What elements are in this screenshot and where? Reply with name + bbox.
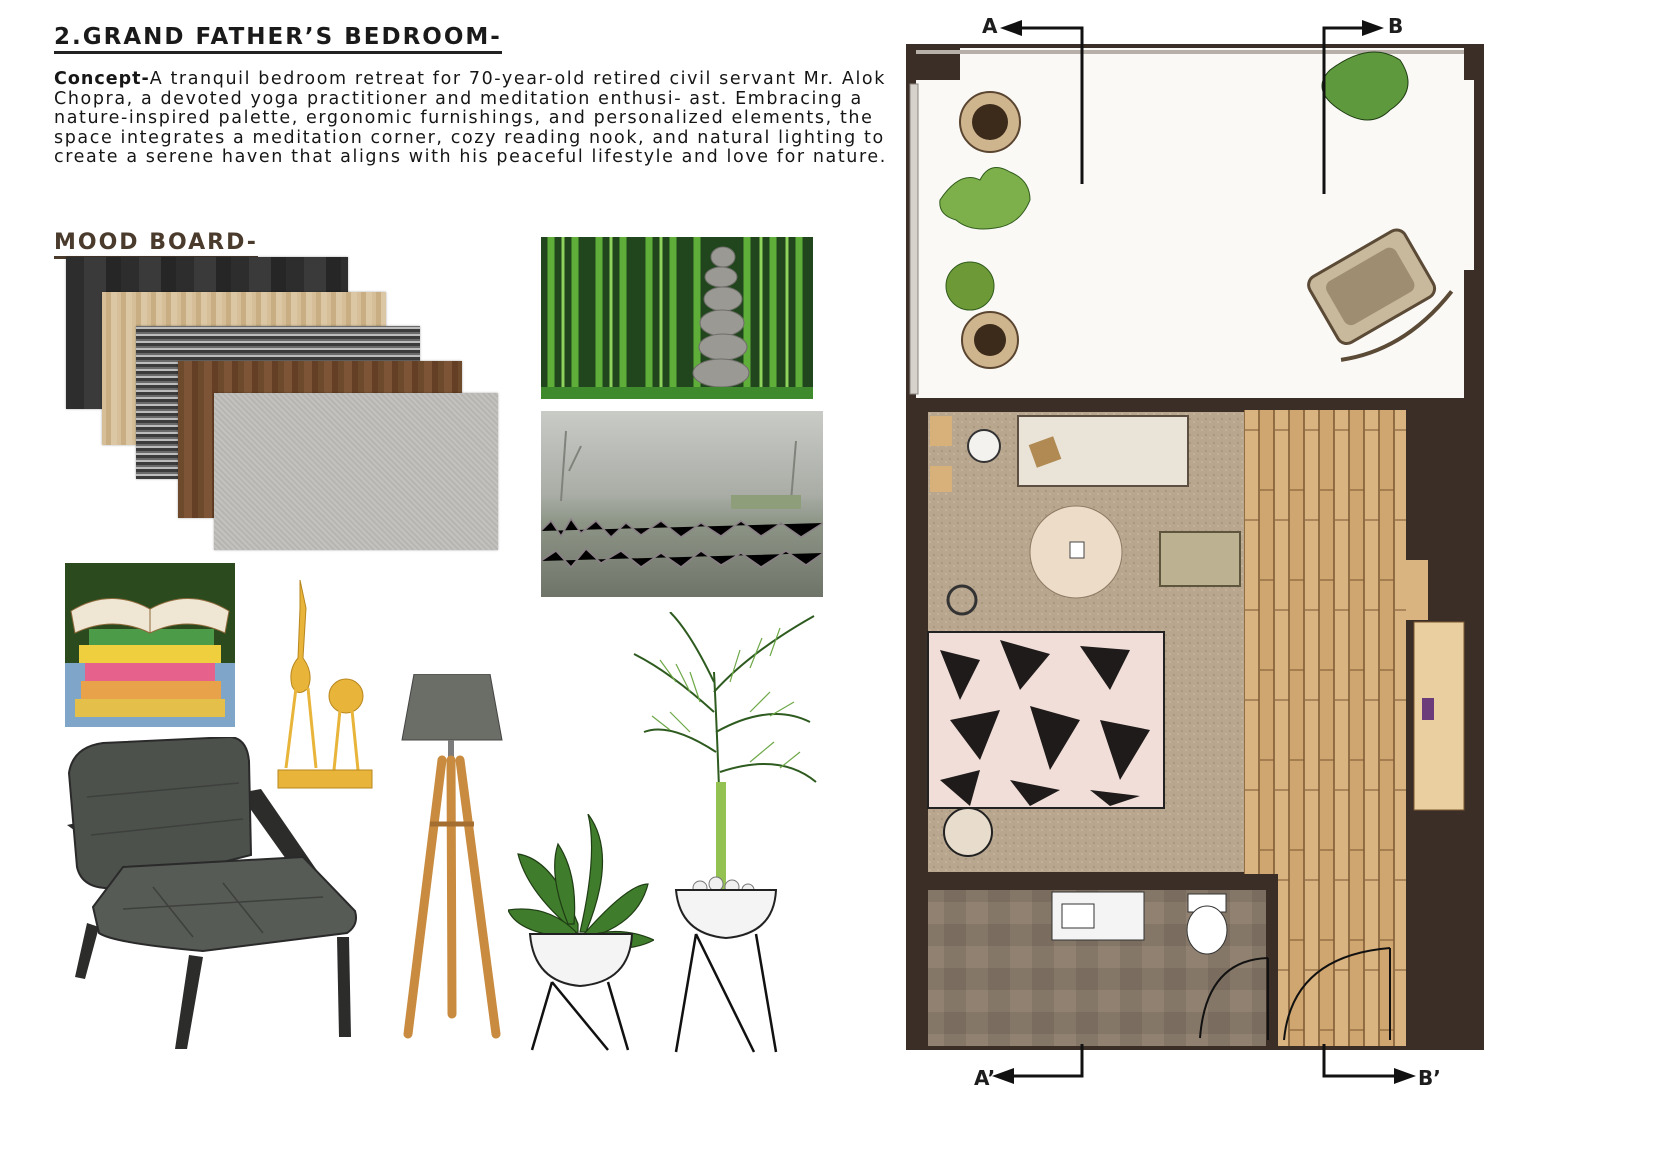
mood-board-title: MOOD BOARD- xyxy=(54,230,258,259)
floor-plan xyxy=(900,0,1500,1164)
concept-text: A tranquil bedroom retreat for 70-year-old retired civil servant Mr. Alok Chopra, a devoted yoga practitioner and meditation enthusi- ast. Embracing a nature-inspired palette, ergonomic furnishings, and personalized elements, the space integrates a meditation corner, cozy reading nook, and natural lighting to create a serene haven that aligns with his peaceful lifestyle and love for nature. xyxy=(54,69,887,167)
potted-palm-tall xyxy=(630,612,820,1054)
armchair-icon xyxy=(63,737,363,1057)
photo-misty-meadow xyxy=(541,411,823,597)
bed-icon xyxy=(928,632,1164,808)
concept-label: Concept- xyxy=(54,69,150,89)
swatch-linen xyxy=(214,393,498,550)
toilet-icon xyxy=(1187,894,1227,954)
section-marker-a: A xyxy=(982,14,998,38)
floor-lamp-icon xyxy=(400,674,504,1040)
photo-bamboo-stones xyxy=(541,237,813,399)
sink-icon xyxy=(1052,892,1144,940)
section-marker-b-prime: B’ xyxy=(1418,1066,1441,1090)
section-marker-a-prime: A’ xyxy=(974,1066,996,1090)
page-title: 2.GRAND FATHER’S BEDROOM- xyxy=(54,24,502,54)
section-marker-b: B xyxy=(1388,14,1404,38)
photo-books xyxy=(65,563,235,727)
concept-paragraph xyxy=(54,70,894,168)
